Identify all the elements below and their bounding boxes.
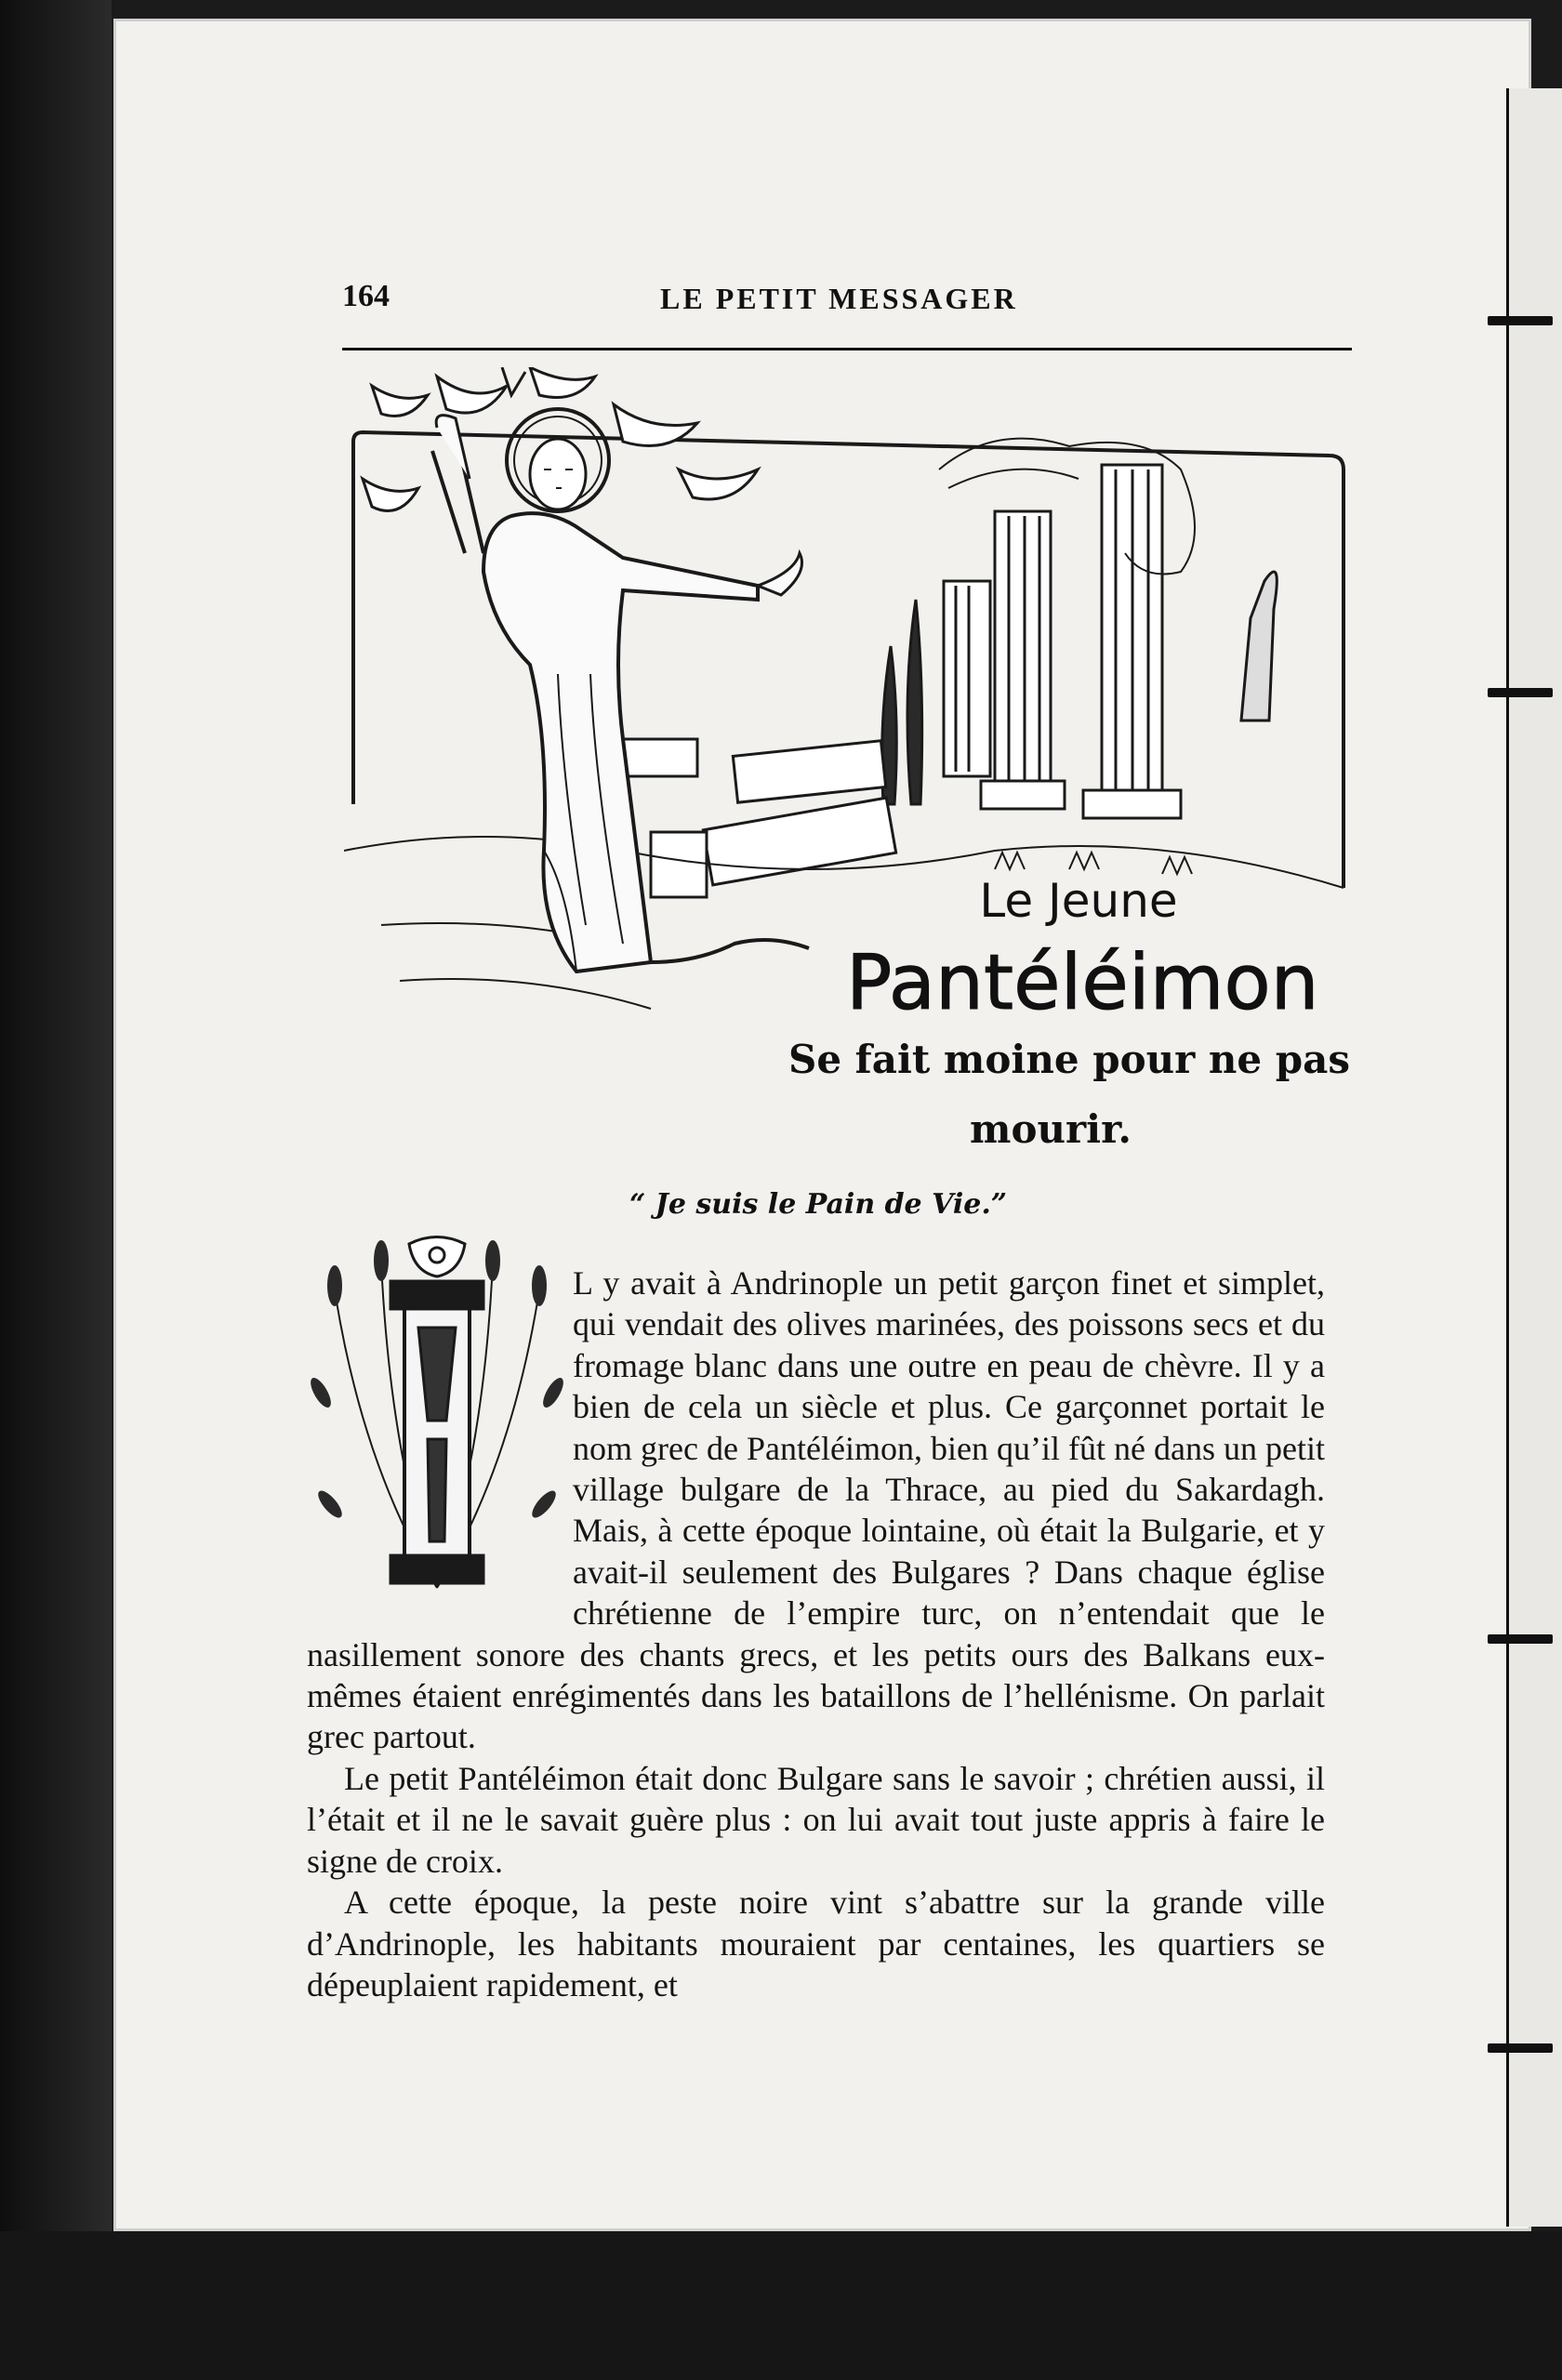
subtitle-line2: mourir. — [970, 1106, 1132, 1152]
paragraph: A cette époque, la peste noire vint s’abattre sur la grande ville d’Andrinople, les habitants mouraient par centaines, les quartiers se dépeuplaient rapidement, et — [307, 1884, 1325, 2003]
subtitle-line1: Se fait moine pour ne pas — [788, 1037, 1350, 1082]
ornamental-dropcap — [307, 1235, 567, 1599]
title-name: Pantéléimon — [846, 939, 1319, 1027]
book-spine-shadow — [0, 0, 112, 2380]
article-body — [307, 1263, 1325, 2005]
title-line1: Le Jeune — [979, 874, 1178, 928]
scan-background — [0, 2231, 1562, 2380]
header-rule — [342, 348, 1352, 350]
running-title: LE PETIT MESSAGER — [660, 282, 1018, 315]
binding-stitch — [1488, 2043, 1553, 2053]
binding-stitch — [1488, 688, 1553, 697]
binding-stitch — [1488, 1634, 1553, 1644]
binding-stitch — [1488, 316, 1553, 325]
facing-page-edge — [1506, 88, 1562, 2227]
page-number: 164 — [342, 279, 390, 313]
paragraph: L y avait à Andrinople un petit garçon finet et simplet, qui vendait des olives marinées, des poissons secs et du fromage blanc dans une outre en peau de chèvre. Il y a bien de cela un siècle et plus. Ce garçonnet portait le nom grec de Pantéléimon, bien qu’il fût né dans un petit village bulgare de la Thrace, au pied du Sakardagh. Mais, à cette époque lointaine, où était la Bulgarie, et y avait-il seulement des Bulgares ? Dans chaque église chrétienne de l’empire turc, on n’entendait que le nasillement sonore des chants grecs, et les petits ours des Balkans eux-mêmes étaient enrégimentés dans les bataillons de l’hellénisme. On parlait grec partout. — [307, 1264, 1325, 1756]
paragraph: Le petit Pantéléimon était donc Bulgare sans le savoir ; chrétien aussi, il l’était et il ne le savait guère plus : on lui avait tout juste appris à faire le signe de croix. — [307, 1759, 1325, 1880]
epigraph: “ Je suis le Pain de Vie.” — [629, 1188, 1008, 1221]
